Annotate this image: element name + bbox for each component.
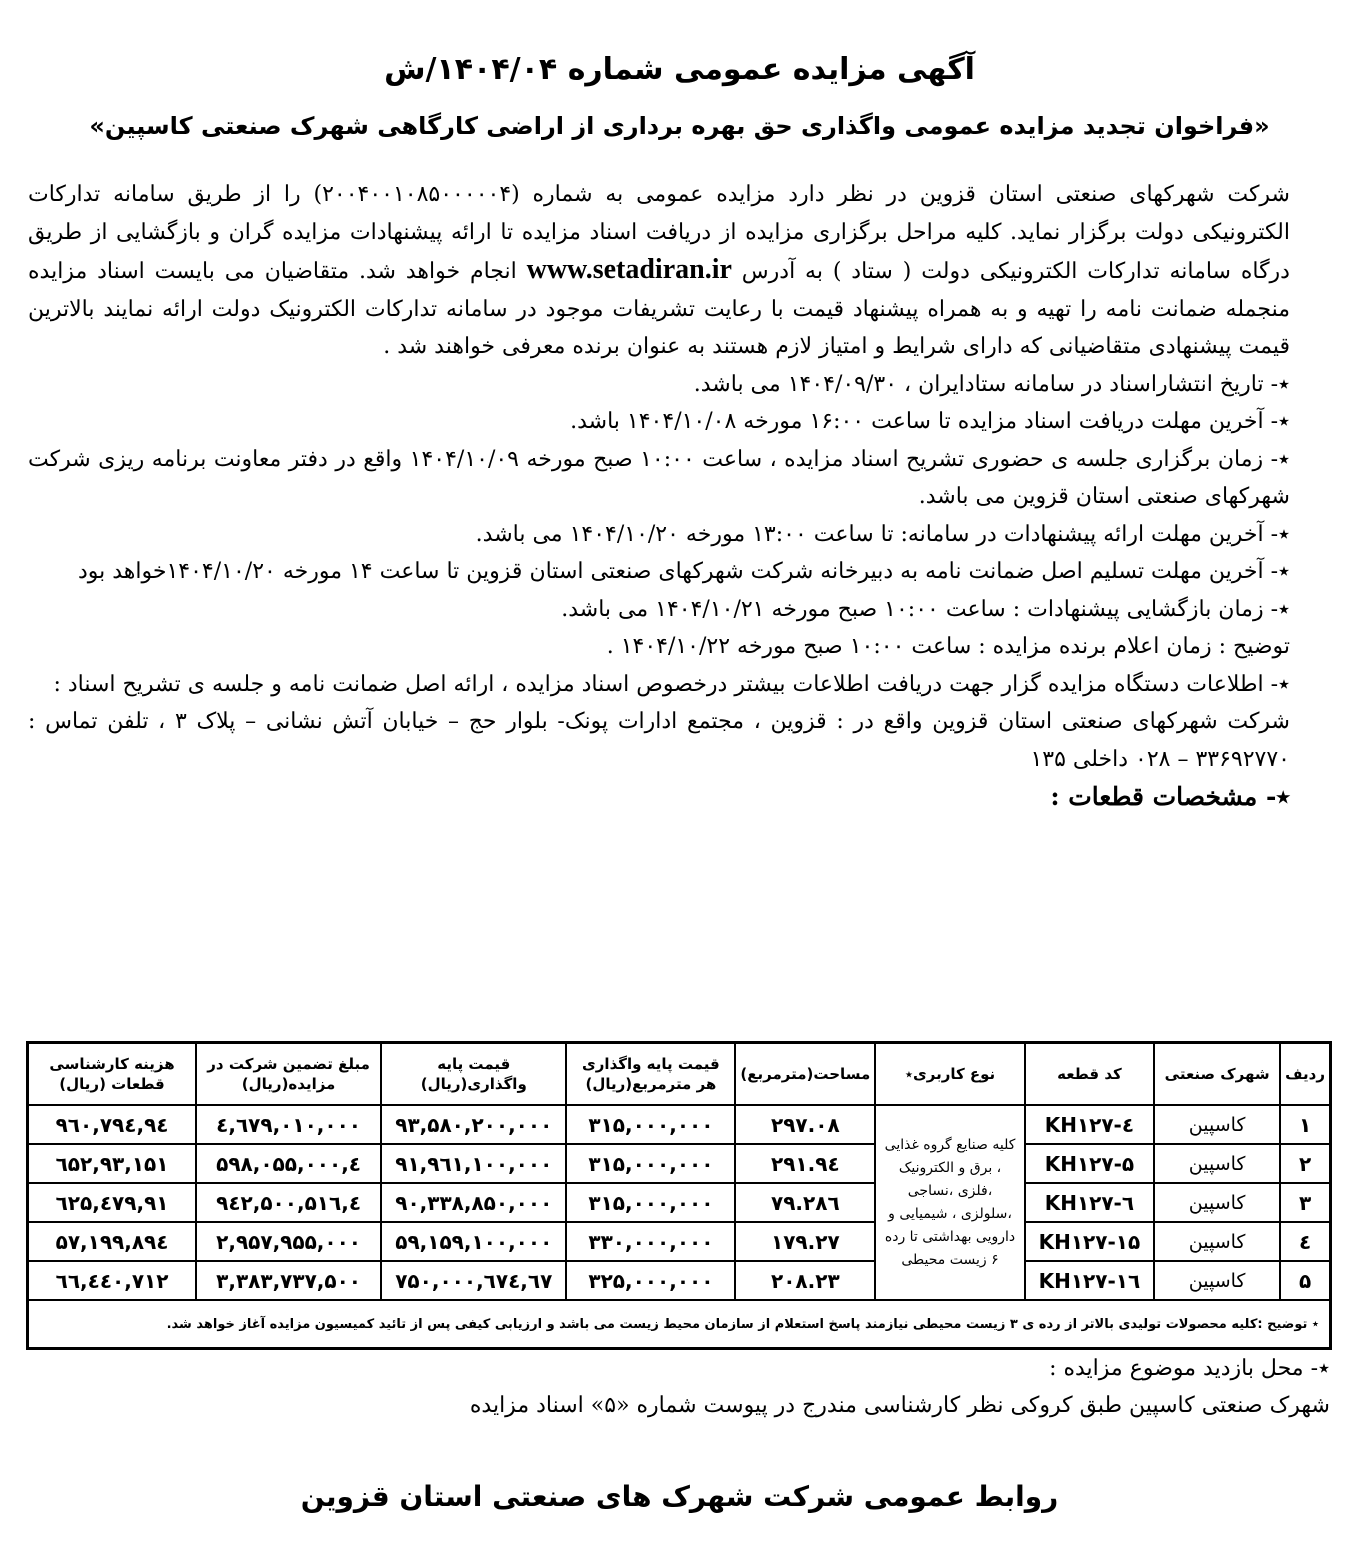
cell-row: ۱ <box>1280 1105 1330 1144</box>
cell-row: ۵ <box>1280 1261 1330 1300</box>
bullet-docs-deadline: ٭- آخرین مهلت دریافت اسناد مزایده تا ساعت ۱۶:۰۰ مورخه ۱۴۰۴/۱۰/۰۸ باشد. <box>570 409 1290 434</box>
cell-price-per-m2: ۳۱۵,۰۰۰,۰۰۰ <box>566 1183 735 1222</box>
cell-expert-fee: ۹۱,٤۷۹,٦۲۵ <box>28 1183 197 1222</box>
cell-row: ۲ <box>1280 1144 1330 1183</box>
cell-price-per-m2: ۳۱۵,۰۰۰,۰۰۰ <box>566 1144 735 1183</box>
table-row <box>28 1222 1331 1261</box>
lots-table <box>26 1041 1332 1350</box>
cell-expert-fee: ۹۳,۱۵۱,٦۵۲ <box>28 1144 197 1183</box>
cell-code: KH۱۲۷-٦ <box>1025 1183 1154 1222</box>
cell-area: ۲۸٦.۷۹ <box>735 1183 875 1222</box>
cell-code: KH۱۲۷-۱۵ <box>1025 1222 1154 1261</box>
page-subtitle: «فراخوان تجدید مزایده عمومی واگذاری حق بهره برداری از اراضی کارگاهی شهرک صنعتی کاسپین» <box>89 112 1270 140</box>
visit-label: ٭- محل بازدید موضوع مزایده : <box>1049 1356 1330 1381</box>
cell-area: ۱۷۹.۲۷ <box>735 1222 875 1261</box>
cell-row: ٤ <box>1280 1222 1330 1261</box>
winner-note: توضیح : زمان اعلام برنده مزایده : ساعت ۱۰:۰۰ صبح مورخه ۱۴۰۴/۱۰/۲۲ . <box>606 634 1290 659</box>
col-header-price-per-m2: قیمت پایه واگذاری هر مترمربع(ریال) <box>566 1043 735 1106</box>
cell-town: کاسپین <box>1154 1105 1280 1144</box>
col-header-usage: نوع کاربری٭ <box>875 1043 1024 1106</box>
cell-guarantee: ۲,۹۵۷,۹۵۵,۰۰۰ <box>196 1222 381 1261</box>
visit-text: شهرک صنعتی کاسپین طبق کروکی نظر کارشناسی مندرج در پیوست شماره «۵» اسناد مزایده <box>469 1393 1330 1418</box>
cell-code: KH۱۲۷-۱٦ <box>1025 1261 1154 1300</box>
cell-base-price: ۵۹,۱۵۹,۱۰۰,۰۰۰ <box>381 1222 566 1261</box>
cell-base-price: ۹۳,۵۸۰,۲۰۰,۰۰۰ <box>381 1105 566 1144</box>
cell-base-price: ۹۰,۳۳۸,۸۵۰,۰۰۰ <box>381 1183 566 1222</box>
table-row <box>28 1144 1331 1183</box>
intro-part-1: شرکت شهرکهای صنعتی استان قزوین در نظر دارد مزایده عمومی به شماره (۲۰۰۴۰۰۱۰۸۵۰۰۰۰۰۴) را از طریق سامانه تدارکات الکترونیکی دولت برگزار نماید. کلیه مراحل برگزاری مزایده از دریافت اسناد مزایده تا ارائه پیشنهادات مزایده گران و بازگشایی از طریق درگاه سامانه تدارکات الکترونیکی دولت ( ستاد ) به آدرس <box>28 182 1290 284</box>
visit-section <box>28 1350 1330 1424</box>
cell-guarantee: ۳,۳۸۳,۷۳۷,۵۰۰ <box>196 1261 381 1300</box>
footer-signature: روابط عمومی شرکت شهرک های صنعتی استان قزوین <box>300 1480 1059 1513</box>
cell-guarantee: ٤,٦٧۹,۰۱۰,۰۰۰ <box>196 1105 381 1144</box>
bullet-bid-deadline: ٭- آخرین مهلت ارائه پیشنهادات در سامانه: تا ساعت ۱۳:۰۰ مورخه ۱۴۰۴/۱۰/۲۰ می باشد. <box>475 521 1290 547</box>
intro-paragraph <box>28 176 1290 366</box>
table-header-row <box>28 1043 1331 1106</box>
cell-price-per-m2: ۳۳۰,۰۰۰,۰۰۰ <box>566 1222 735 1261</box>
bullet-contact-info: ٭- اطلاعات دستگاه مزایده گزار جهت دریافت اطلاعات بیشتر درخصوص اسناد مزایده ، ارائه اصل ضمانت نامه و جلسه ی تشریح اسناد : <box>53 671 1290 697</box>
announcement-body <box>28 176 1290 816</box>
col-header-town: شهرک صنعتی <box>1154 1043 1280 1106</box>
cell-town: کاسپین <box>1154 1144 1280 1183</box>
cell-expert-fee: ۹٤,۷۹٤,۹٦۰ <box>28 1105 197 1144</box>
cell-area: ۲۰۸.۲۳ <box>735 1261 875 1300</box>
cell-usage: کلیه صنایع گروه غذایی ، برق و الکترونیک ،فلزی ،نساجی ،سلولزی ، شیمیایی و دارویی بهداشتی تا رده ۶ زیست محیطی <box>875 1105 1024 1300</box>
parts-heading: ٭- مشخصات قطعات : <box>1050 782 1290 811</box>
cell-price-per-m2: ۳۱۵,۰۰۰,۰۰۰ <box>566 1105 735 1144</box>
contact-address: شرکت شهرکهای صنعتی استان قزوین واقع در : قزوین ، مجتمع ادارات پونک- بلوار حج – خیابان آتش نشانی – پلاک ۳ ، تلفن تماس : ۳۳۶۹۲۷۷۰ – ۰۲۸ داخلی ۱۳۵ <box>28 709 1290 772</box>
cell-guarantee: ٤,۵۹۸,۰۵۵,۰۰۰ <box>196 1144 381 1183</box>
bullet-briefing-session: ٭- زمان برگزاری جلسه ی حضوری تشریح اسناد مزایده ، ساعت ۱۰:۰۰ صبح مورخه ۱۴۰۴/۱۰/۰۹ واقع در دفتر معاونت برنامه ریزی شرکت شهرکهای صنعتی استان قزوین می باشد. <box>28 446 1291 509</box>
cell-guarantee: ٤,۵۱٦,۹٤۲,۵۰۰ <box>196 1183 381 1222</box>
cell-area: ۲۹۱.۹٤ <box>735 1144 875 1183</box>
page-title: آگهی مزایده عمومی شماره ۱۴۰۴/۰۴/ش <box>384 52 975 87</box>
col-header-expert-fee: هزینه کارشناسی قطعات (ریال) <box>28 1043 197 1106</box>
cell-base-price: ٦۷,٦۷٤,۷۵۰,۰۰۰ <box>381 1261 566 1300</box>
intro-part-2: انجام خواهد شد. متقاضیان می بایست اسناد مزایده منجمله ضمانت نامه را تهیه و به همراه پیشنهاد قیمت با رعایت تشریفات موجود در سامانه تدارکات الکترونیک دولت ارائه نمایند بالاترین قیمت پیشنهادی متقاضیانی که دارای شرایط و امتیاز لازم هستند به عنوان برنده معرفی خواهند شد . <box>28 259 1290 359</box>
col-header-area: مساحت(مترمربع) <box>735 1043 875 1106</box>
bullet-guarantee-deadline: ٭- آخرین مهلت تسلیم اصل ضمانت نامه به دبیرخانه شرکت شهرکهای صنعتی استان قزوین تا ساعت ۱۴ مورخه ۱۴۰۴/۱۰/۲۰خواهد بود <box>77 559 1290 584</box>
setad-url: www.setadiran.ir <box>526 254 732 285</box>
bullet-publish-date: ٭- تاریخ انتشاراسناد در سامانه ستادایران ، ۱۴۰۴/۰۹/۳۰ می باشد. <box>693 371 1290 397</box>
cell-town: کاسپین <box>1154 1222 1280 1261</box>
cell-expert-fee: ۵۷,۱۹۹,۸۹٤ <box>28 1222 197 1261</box>
cell-row: ۳ <box>1280 1183 1330 1222</box>
col-header-base-price: قیمت پایه واگذاری(ریال) <box>381 1043 566 1106</box>
cell-code: KH۱۲۷-٤ <box>1025 1105 1154 1144</box>
table-row <box>28 1105 1331 1144</box>
table-row <box>28 1261 1331 1300</box>
cell-area: ۲۹۷.۰۸ <box>735 1105 875 1144</box>
cell-price-per-m2: ۳۲۵,۰۰۰,۰۰۰ <box>566 1261 735 1300</box>
table-footnote: ٭ توضیح :کلیه محصولات تولیدی بالاتر از رده ی ۳ زیست محیطی نیازمند پاسخ استعلام از سازمان محیط زیست می باشد و ارزیابی کیفی پس از تائید کمیسیون مزایده آغاز خواهد شد. <box>28 1300 1331 1349</box>
cell-town: کاسپین <box>1154 1183 1280 1222</box>
col-header-guarantee: مبلغ تضمین شرکت در مزایده(ریال) <box>196 1043 381 1106</box>
col-header-code: کد قطعه <box>1025 1043 1154 1106</box>
table-footnote-row <box>28 1300 1331 1349</box>
cell-expert-fee: ٦٦,٤٤۰,۷۱۲ <box>28 1261 197 1300</box>
table-row <box>28 1183 1331 1222</box>
bullet-opening-time: ٭- زمان بازگشایی پیشنهادات : ساعت ۱۰:۰۰ صبح مورخه ۱۴۰۴/۱۰/۲۱ می باشد. <box>561 596 1290 622</box>
cell-base-price: ۹۱,۹٦۱,۱۰۰,۰۰۰ <box>381 1144 566 1183</box>
cell-town: کاسپین <box>1154 1261 1280 1300</box>
cell-code: KH۱۲۷-۵ <box>1025 1144 1154 1183</box>
col-header-row: ردیف <box>1280 1043 1330 1106</box>
